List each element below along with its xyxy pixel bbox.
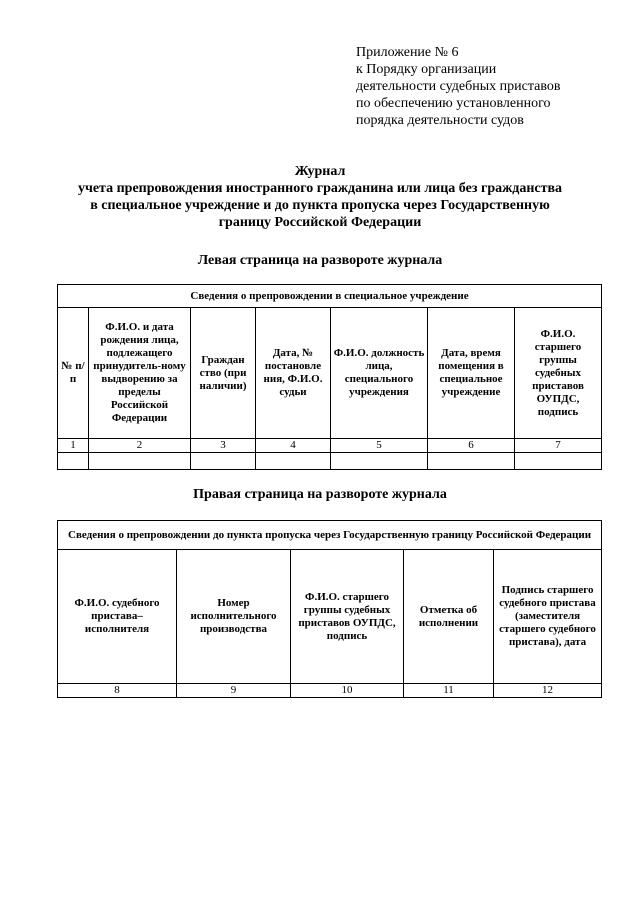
title-line: в специальное учреждение и до пункта пропуска через Государственную <box>90 198 550 213</box>
table-span-header-row <box>58 521 602 550</box>
column-header: Ф.И.О. должность лица, специального учреждения <box>331 308 428 439</box>
column-header: № п/п <box>58 308 89 439</box>
table-header-row <box>58 308 602 439</box>
appendix-line: деятельности судебных приставов <box>356 79 561 94</box>
empty-cell <box>58 453 89 470</box>
empty-cell <box>191 453 256 470</box>
column-header: Номер исполнительного производства <box>177 550 291 684</box>
empty-cell <box>89 453 191 470</box>
appendix-block <box>356 44 560 129</box>
column-header: Дата, время помещения в специальное учреждение <box>428 308 515 439</box>
appendix-line: к Порядку организации <box>356 62 497 77</box>
empty-cell <box>331 453 428 470</box>
column-header: Дата, № постановле ния, Ф.И.О. судьи <box>256 308 331 439</box>
column-number-row <box>58 439 602 453</box>
appendix-line: по обеспечению установленного <box>356 96 551 111</box>
column-number: 3 <box>191 439 256 453</box>
column-number: 1 <box>58 439 89 453</box>
column-number-row <box>58 684 602 698</box>
empty-cell <box>428 453 515 470</box>
left-page-heading: Левая страница на развороте журнала <box>197 253 443 268</box>
left-page-table <box>57 284 602 470</box>
column-number: 7 <box>515 439 602 453</box>
title-line: Журнал <box>294 164 346 179</box>
column-number: 10 <box>291 684 404 698</box>
column-number: 2 <box>89 439 191 453</box>
column-number: 4 <box>256 439 331 453</box>
column-number: 5 <box>331 439 428 453</box>
appendix-line: порядка деятельности судов <box>356 113 524 128</box>
column-number: 12 <box>494 684 602 698</box>
column-number: 11 <box>404 684 494 698</box>
table-row <box>58 453 602 470</box>
title-line: учета препровождения иностранного гражданина или лица без гражданства <box>77 181 563 196</box>
right-page-table <box>57 520 602 698</box>
column-header: Отметка об исполнении <box>404 550 494 684</box>
appendix-line: Приложение № 6 <box>356 45 459 60</box>
empty-cell <box>256 453 331 470</box>
column-number: 9 <box>177 684 291 698</box>
span-header-cell: Сведения о препровождении в специальное учреждение <box>58 285 602 308</box>
column-header: Ф.И.О. старшего группы судебных приставов ОУПДС, подпись <box>515 308 602 439</box>
table-span-header-row <box>58 285 602 308</box>
column-header: Граждан ство (при наличии) <box>191 308 256 439</box>
column-header: Ф.И.О. старшего группы судебных приставов ОУПДС, подпись <box>291 550 404 684</box>
column-header: Подпись старшего судебного пристава (заместителя старшего судебного пристава), дата <box>494 550 602 684</box>
column-number: 6 <box>428 439 515 453</box>
journal-title <box>0 163 640 231</box>
title-line: границу Российской Федерации <box>218 215 422 230</box>
empty-cell <box>515 453 602 470</box>
span-header-cell: Сведения о препровождении до пункта пропуска через Государственную границу Российской Федерации <box>58 521 602 550</box>
right-page-heading: Правая страница на развороте журнала <box>193 487 447 502</box>
column-number: 8 <box>58 684 177 698</box>
column-header: Ф.И.О. судебного пристава– исполнителя <box>58 550 177 684</box>
column-header: Ф.И.О. и дата рождения лица, подлежащего принудитель-ному выдворению за пределы Российской Федерации <box>89 308 191 439</box>
table-header-row <box>58 550 602 684</box>
